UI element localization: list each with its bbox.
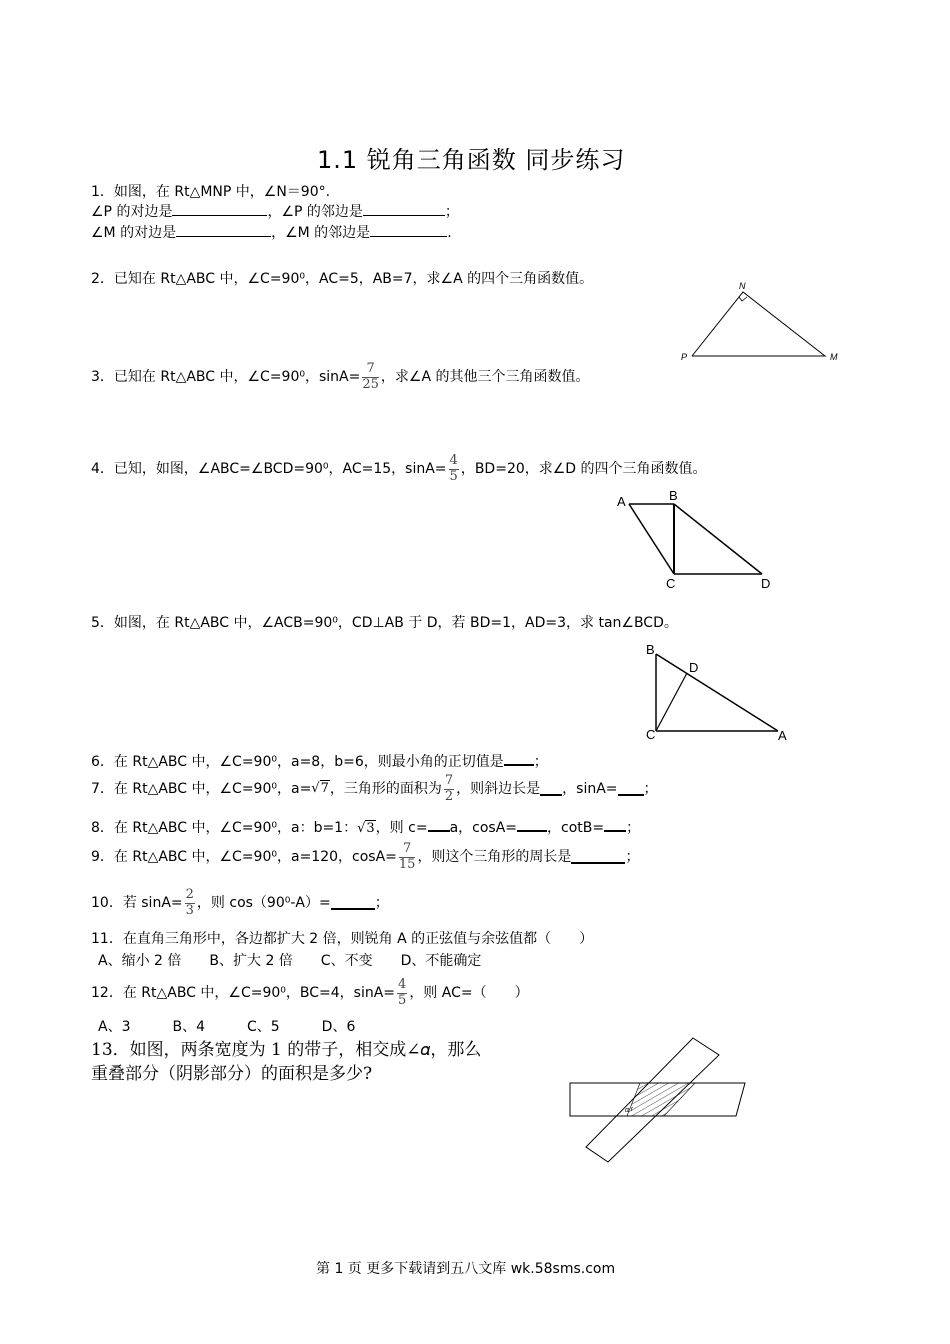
q4-suffix: ，BD=20，求∠D 的四个三角函数值。 (460, 461, 707, 477)
q10-suffix: ； (374, 895, 389, 911)
page-footer: 第 1 页 更多下载请到五八文库 wk.58sms.com (316, 1261, 616, 1277)
q6-suffix: ； (533, 754, 548, 770)
q9-numerator: 7 (399, 842, 416, 858)
q8-prefix: 8．在 Rt△ABC 中，∠C=90⁰，a：b=1： (91, 820, 358, 836)
q12-denominator: 5 (398, 993, 407, 1008)
label-b: B (669, 488, 678, 503)
label-n: N (739, 281, 746, 291)
q4-denominator: 5 (449, 469, 458, 484)
q6-prefix: 6．在 Rt△ABC 中，∠C=90⁰，a=8，b=6，则最小角的正切值是 (91, 754, 504, 770)
blank-m-adjacent[interactable] (370, 224, 447, 237)
q8-mid2: a，cosA= (449, 820, 518, 836)
figure-q13-ribbons (560, 1030, 760, 1170)
question-1-line-3 (91, 224, 452, 242)
label-alpha: α (625, 1107, 629, 1114)
q4-numerator: 4 (449, 453, 458, 468)
q7-prefix: 7．在 Rt△ABC 中，∠C=90⁰，a= (91, 781, 312, 797)
blank-q7-sina[interactable] (618, 782, 644, 796)
blank-m-opposite[interactable] (176, 224, 271, 237)
q1-prompt-m-adjacent: ，∠M 的邻边是 (271, 225, 371, 241)
question-6 (91, 752, 548, 771)
question-8 (91, 818, 640, 838)
q7-denominator: 2 (444, 789, 454, 804)
q10-fraction (185, 888, 195, 918)
label-b: B (646, 642, 655, 657)
q1-punct-2: . (447, 225, 452, 241)
label-c: C (666, 576, 676, 591)
label-a: A (617, 494, 626, 509)
question-2: 2．已知在 Rt△ABC 中，∠C=90⁰，AC=5，AB=7，求∠A 的四个三角函数值。 (91, 271, 594, 287)
q12-suffix: ，则 AC=（ ） (409, 985, 529, 1001)
q3-numerator: 7 (362, 362, 379, 378)
question-4 (91, 454, 707, 484)
blank-q10[interactable] (331, 896, 375, 910)
q7-numerator: 7 (444, 773, 454, 788)
figure-triangle-mnp (675, 280, 850, 365)
question-11-options: A、缩小 2 倍 B、扩大 2 倍 C、不变 D、不能确定 (98, 953, 482, 969)
q12-fraction (397, 978, 407, 1008)
q1-prompt-m-opposite: ∠M 的对边是 (91, 225, 177, 241)
q9-fraction (399, 842, 416, 872)
label-p: P (681, 352, 688, 362)
blank-q8-c[interactable] (428, 818, 450, 832)
page-title: 1.1 锐角三角函数 同步练习 (317, 146, 626, 174)
label-c: C (646, 727, 656, 742)
q9-suffix: ； (625, 849, 640, 865)
q10-numerator: 2 (185, 887, 194, 902)
q7-mid2: ，则斜边长是 (456, 781, 541, 797)
figure-q4 (610, 485, 780, 595)
q9-denominator: 15 (398, 857, 416, 872)
q8-mid: ，则 c= (375, 820, 428, 836)
q12-prefix: 12．在 Rt△ABC 中，∠C=90⁰，BC=4，sinA= (91, 985, 396, 1001)
q4-prefix: 4．已知，如图，∠ABC=∠BCD=90⁰，AC=15，sinA= (91, 461, 447, 477)
label-d: D (761, 576, 771, 591)
q3-prefix: 3．已知在 Rt△ABC 中，∠C=90⁰，sinA= (91, 369, 361, 385)
blank-q9-perimeter[interactable] (571, 850, 625, 864)
q3-suffix: ，求∠A 的其他三个三角函数值。 (380, 369, 590, 385)
label-a: A (778, 728, 787, 743)
q10-prefix: 10．若 sinA= (91, 895, 183, 911)
q7-suffix: ； (643, 781, 658, 797)
question-1-line-2 (91, 203, 459, 221)
q9-mid: ，则这个三角形的周长是 (417, 849, 572, 865)
q9-prefix: 9．在 Rt△ABC 中，∠C=90⁰，a=120，cosA= (91, 849, 397, 865)
blank-p-opposite[interactable] (172, 203, 267, 216)
q7-sqrt: √7 (311, 781, 329, 796)
label-d: D (689, 660, 699, 675)
question-3 (91, 362, 589, 392)
blank-q8-cotb[interactable] (604, 818, 626, 832)
blank-q7-hypotenuse[interactable] (540, 782, 562, 796)
question-12-options: A、3 B、4 C、5 D、6 (98, 1019, 356, 1035)
q7-radicand: 7 (320, 781, 329, 796)
q7-mid: ，三角形的面积为 (329, 781, 442, 797)
q8-sqrt: √3 (357, 821, 375, 836)
q8-suffix: ； (626, 820, 641, 836)
q1-prompt-p-adjacent: ，∠P 的邻边是 (267, 204, 363, 220)
q4-fraction (449, 454, 459, 484)
question-11: 11．在直角三角形中，各边都扩大 2 倍，则锐角 A 的正弦值与余弦值都（ ） (91, 931, 594, 947)
question-7 (91, 774, 658, 804)
q8-mid3: ，cotB= (547, 820, 605, 836)
q10-mid: ，则 cos（90⁰-A）= (196, 895, 331, 911)
q1-prompt-p-opposite: ∠P 的对边是 (91, 204, 173, 220)
question-13-line-1: 13．如图，两条宽度为 1 的带子，相交成∠𝛼，那么 (91, 1040, 482, 1060)
q8-radicand: 3 (366, 821, 375, 836)
question-12 (91, 978, 529, 1008)
blank-p-adjacent[interactable] (363, 203, 445, 216)
q7-mid3: ，sinA= (562, 781, 618, 797)
q3-denominator: 25 (362, 377, 379, 392)
q10-denominator: 3 (185, 903, 194, 918)
figure-q5 (640, 640, 800, 745)
question-1-line-1: 1．如图，在 Rt△MNP 中，∠N＝90°. (91, 184, 331, 200)
question-5: 5．如图，在 Rt△ABC 中，∠ACB=90⁰，CD⊥AB 于 D，若 BD=1，AD=3，求 tan∠BCD。 (91, 615, 678, 631)
q3-fraction (362, 362, 379, 392)
blank-q8-cosa[interactable] (517, 818, 547, 832)
q1-punct-1: ； (444, 204, 459, 220)
blank-q6[interactable] (504, 752, 534, 766)
question-10 (91, 888, 389, 918)
q7-fraction (444, 774, 454, 804)
q12-numerator: 4 (398, 977, 407, 992)
question-9 (91, 842, 639, 872)
question-13-line-2: 重叠部分（阴影部分）的面积是多少? (91, 1064, 373, 1084)
label-m: M (830, 352, 838, 362)
